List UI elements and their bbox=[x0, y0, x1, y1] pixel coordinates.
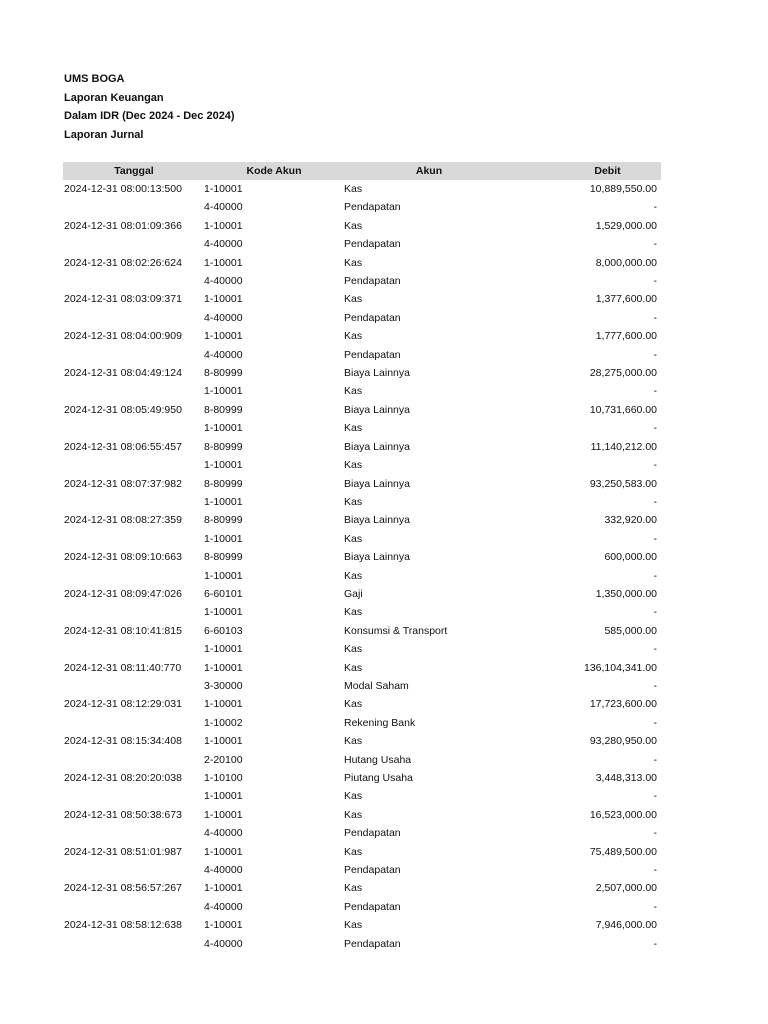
cell-tanggal bbox=[63, 714, 204, 732]
cell-kode-akun: 1-10001 bbox=[204, 882, 243, 895]
cell-debit: 93,280,950.00 bbox=[589, 735, 657, 748]
report-header bbox=[64, 70, 235, 144]
table-row bbox=[63, 787, 661, 805]
cell-akun: Pendapatan bbox=[344, 348, 401, 361]
cell-akun: Kas bbox=[344, 643, 363, 656]
cell-tanggal bbox=[63, 567, 204, 585]
cell-kode-akun: 1-10002 bbox=[204, 716, 243, 729]
table-row bbox=[63, 879, 661, 897]
cell-akun: Pendapatan bbox=[344, 201, 401, 214]
cell-debit: 7,946,000.00 bbox=[595, 919, 657, 932]
cell-kode-akun: 1-10001 bbox=[204, 919, 243, 932]
cell-debit: - bbox=[653, 569, 657, 582]
cell-debit: 585,000.00 bbox=[604, 624, 657, 637]
table-row bbox=[63, 530, 661, 548]
cell-tanggal: 2024-12-31 08:20:20:038 bbox=[64, 772, 182, 784]
journal-body bbox=[63, 180, 661, 953]
table-row bbox=[63, 254, 661, 272]
cell-akun: Kas bbox=[344, 845, 363, 858]
cell-kode-akun: 4-40000 bbox=[204, 937, 243, 950]
cell-debit: - bbox=[653, 716, 657, 729]
cell-debit: - bbox=[653, 900, 657, 913]
cell-kode-akun: 1-10001 bbox=[204, 790, 243, 803]
cell-kode-akun: 1-10001 bbox=[204, 422, 243, 435]
column-header-debit: Debit bbox=[514, 162, 661, 180]
table-row bbox=[63, 346, 661, 364]
cell-kode-akun: 1-10001 bbox=[204, 808, 243, 821]
cell-kode-akun: 1-10001 bbox=[204, 459, 243, 472]
cell-kode-akun: 1-10001 bbox=[204, 735, 243, 748]
cell-tanggal: 2024-12-31 08:02:26:624 bbox=[64, 256, 182, 269]
cell-akun: Hutang Usaha bbox=[344, 753, 412, 766]
table-row bbox=[63, 382, 661, 400]
cell-tanggal bbox=[63, 419, 204, 437]
report-title: Laporan Keuangan bbox=[64, 91, 164, 104]
cell-akun: Kas bbox=[344, 698, 363, 711]
table-row bbox=[63, 806, 661, 824]
cell-kode-akun: 1-10001 bbox=[204, 532, 243, 545]
cell-tanggal: 2024-12-31 08:04:49:124 bbox=[64, 367, 182, 380]
table-row bbox=[63, 198, 661, 216]
table-row bbox=[63, 493, 661, 511]
cell-tanggal bbox=[63, 346, 204, 364]
cell-debit: 28,275,000.00 bbox=[589, 367, 657, 380]
table-row bbox=[63, 272, 661, 290]
table-row bbox=[63, 861, 661, 879]
cell-kode-akun: 2-20100 bbox=[204, 753, 243, 766]
cell-debit: 136,104,341.00 bbox=[584, 661, 657, 674]
table-row bbox=[63, 585, 661, 603]
cell-akun: Kas bbox=[344, 183, 363, 195]
table-row bbox=[63, 622, 661, 640]
table-row bbox=[63, 843, 661, 861]
report-name: Laporan Jurnal bbox=[64, 128, 144, 141]
cell-debit: 11,140,212.00 bbox=[590, 440, 657, 453]
cell-kode-akun: 1-10001 bbox=[204, 569, 243, 582]
cell-kode-akun: 4-40000 bbox=[204, 900, 243, 913]
cell-kode-akun: 8-80999 bbox=[204, 477, 243, 490]
cell-tanggal: 2024-12-31 08:00:13:500 bbox=[64, 183, 182, 195]
cell-debit: - bbox=[653, 275, 657, 288]
cell-tanggal bbox=[63, 309, 204, 327]
cell-debit: 16,523,000.00 bbox=[589, 808, 657, 821]
cell-tanggal: 2024-12-31 08:04:00:909 bbox=[64, 330, 182, 343]
cell-akun: Kas bbox=[344, 882, 363, 895]
cell-kode-akun: 8-80999 bbox=[204, 440, 243, 453]
cell-akun: Biaya Lainnya bbox=[344, 403, 410, 416]
cell-debit: - bbox=[653, 753, 657, 766]
cell-tanggal bbox=[63, 382, 204, 400]
cell-akun: Kas bbox=[344, 422, 363, 435]
cell-tanggal bbox=[63, 677, 204, 695]
column-header-kode-akun: Kode Akun bbox=[204, 162, 344, 180]
table-row bbox=[63, 309, 661, 327]
cell-kode-akun: 8-80999 bbox=[204, 514, 243, 527]
cell-kode-akun: 1-10001 bbox=[204, 385, 243, 398]
cell-kode-akun: 1-10001 bbox=[204, 219, 243, 232]
cell-kode-akun: 1-10001 bbox=[204, 606, 243, 619]
table-row bbox=[63, 695, 661, 713]
cell-kode-akun: 1-10001 bbox=[204, 183, 243, 195]
cell-akun: Kas bbox=[344, 808, 363, 821]
cell-tanggal: 2024-12-31 08:58:12:638 bbox=[64, 919, 182, 932]
cell-tanggal bbox=[63, 456, 204, 474]
cell-debit: - bbox=[653, 238, 657, 251]
cell-debit: - bbox=[653, 201, 657, 214]
column-header-tanggal: Tanggal bbox=[63, 162, 204, 180]
table-row bbox=[63, 677, 661, 695]
cell-tanggal: 2024-12-31 08:09:10:663 bbox=[64, 551, 182, 564]
cell-kode-akun: 8-80999 bbox=[204, 551, 243, 564]
cell-akun: Pendapatan bbox=[344, 275, 401, 288]
cell-kode-akun: 1-10001 bbox=[204, 643, 243, 656]
cell-tanggal: 2024-12-31 08:01:09:366 bbox=[64, 219, 182, 232]
cell-debit: 332,920.00 bbox=[604, 514, 657, 527]
cell-tanggal: 2024-12-31 08:10:41:815 bbox=[64, 624, 182, 637]
table-row bbox=[63, 935, 661, 953]
table-row bbox=[63, 751, 661, 769]
table-row bbox=[63, 235, 661, 253]
cell-tanggal bbox=[63, 935, 204, 953]
cell-akun: Kas bbox=[344, 219, 363, 232]
cell-akun: Gaji bbox=[344, 587, 363, 600]
cell-debit: - bbox=[653, 459, 657, 472]
cell-debit: 1,377,600.00 bbox=[595, 293, 657, 306]
cell-kode-akun: 1-10100 bbox=[204, 772, 243, 784]
cell-akun: Biaya Lainnya bbox=[344, 367, 410, 380]
cell-akun: Konsumsi & Transport bbox=[344, 624, 448, 637]
cell-tanggal bbox=[63, 898, 204, 916]
cell-debit: - bbox=[653, 606, 657, 619]
cell-debit: - bbox=[653, 827, 657, 840]
cell-debit: - bbox=[653, 348, 657, 361]
cell-kode-akun: 4-40000 bbox=[204, 275, 243, 288]
table-row bbox=[63, 456, 661, 474]
cell-tanggal: 2024-12-31 08:07:37:982 bbox=[64, 477, 182, 490]
cell-debit: - bbox=[653, 643, 657, 656]
cell-tanggal: 2024-12-31 08:15:34:408 bbox=[64, 735, 182, 748]
table-header-row bbox=[63, 162, 661, 180]
table-row bbox=[63, 290, 661, 308]
cell-tanggal: 2024-12-31 08:12:29:031 bbox=[64, 698, 182, 711]
company-name: UMS BOGA bbox=[64, 73, 125, 85]
cell-debit: 600,000.00 bbox=[604, 551, 657, 564]
cell-kode-akun: 1-10001 bbox=[204, 661, 243, 674]
cell-kode-akun: 1-10001 bbox=[204, 495, 243, 508]
table-row bbox=[63, 714, 661, 732]
cell-tanggal bbox=[63, 530, 204, 548]
cell-tanggal: 2024-12-31 08:50:38:673 bbox=[64, 808, 182, 821]
cell-akun: Kas bbox=[344, 532, 363, 545]
cell-kode-akun: 6-60103 bbox=[204, 624, 243, 637]
cell-tanggal bbox=[63, 493, 204, 511]
cell-akun: Piutang Usaha bbox=[344, 772, 413, 784]
cell-tanggal: 2024-12-31 08:03:09:371 bbox=[64, 293, 182, 306]
cell-akun: Modal Saham bbox=[344, 679, 409, 692]
journal-table bbox=[63, 162, 661, 953]
cell-debit: 8,000,000.00 bbox=[595, 256, 657, 269]
cell-tanggal: 2024-12-31 08:06:55:457 bbox=[64, 440, 182, 453]
currency-period: Dalam IDR (Dec 2024 - Dec 2024) bbox=[64, 110, 235, 122]
cell-akun: Kas bbox=[344, 330, 363, 343]
cell-akun: Kas bbox=[344, 661, 363, 674]
cell-debit: - bbox=[653, 422, 657, 435]
cell-akun: Pendapatan bbox=[344, 311, 401, 324]
table-row bbox=[63, 732, 661, 750]
cell-debit: 75,489,500.00 bbox=[589, 845, 657, 858]
cell-kode-akun: 8-80999 bbox=[204, 403, 243, 416]
cell-kode-akun: 1-10001 bbox=[204, 698, 243, 711]
cell-kode-akun: 4-40000 bbox=[204, 827, 243, 840]
cell-akun: Kas bbox=[344, 495, 363, 508]
cell-kode-akun: 4-40000 bbox=[204, 348, 243, 361]
cell-tanggal bbox=[63, 751, 204, 769]
cell-akun: Biaya Lainnya bbox=[344, 477, 410, 490]
cell-tanggal bbox=[63, 824, 204, 842]
cell-akun: Biaya Lainnya bbox=[344, 551, 410, 564]
table-row bbox=[63, 438, 661, 456]
cell-debit: - bbox=[653, 495, 657, 508]
cell-akun: Rekening Bank bbox=[344, 716, 416, 729]
cell-kode-akun: 1-10001 bbox=[204, 256, 243, 269]
cell-debit: - bbox=[653, 311, 657, 324]
cell-akun: Pendapatan bbox=[344, 827, 401, 840]
cell-debit: 10,731,660.00 bbox=[589, 403, 657, 416]
cell-kode-akun: 4-40000 bbox=[204, 201, 243, 214]
table-row bbox=[63, 603, 661, 621]
table-row bbox=[63, 769, 661, 787]
cell-kode-akun: 8-80999 bbox=[204, 367, 243, 380]
cell-tanggal: 2024-12-31 08:05:49:950 bbox=[64, 403, 182, 416]
cell-debit: 2,507,000.00 bbox=[595, 882, 657, 895]
cell-debit: - bbox=[653, 864, 657, 877]
cell-tanggal: 2024-12-31 08:09:47:026 bbox=[64, 587, 182, 600]
cell-akun: Biaya Lainnya bbox=[344, 440, 410, 453]
cell-akun: Kas bbox=[344, 385, 363, 398]
cell-akun: Kas bbox=[344, 919, 363, 932]
table-row bbox=[63, 548, 661, 566]
cell-kode-akun: 1-10001 bbox=[204, 330, 243, 343]
cell-debit: - bbox=[653, 385, 657, 398]
table-row bbox=[63, 364, 661, 382]
cell-akun: Kas bbox=[344, 293, 363, 306]
cell-kode-akun: 4-40000 bbox=[204, 238, 243, 251]
table-row bbox=[63, 327, 661, 345]
cell-kode-akun: 4-40000 bbox=[204, 311, 243, 324]
cell-kode-akun: 3-30000 bbox=[204, 679, 243, 692]
cell-tanggal bbox=[63, 640, 204, 658]
cell-kode-akun: 6-60101 bbox=[204, 587, 243, 600]
table-row bbox=[63, 916, 661, 934]
cell-debit: 1,529,000.00 bbox=[595, 219, 657, 232]
table-row bbox=[63, 659, 661, 677]
table-row bbox=[63, 180, 661, 198]
cell-akun: Kas bbox=[344, 735, 363, 748]
cell-debit: 3,448,313.00 bbox=[595, 772, 657, 784]
column-header-akun: Akun bbox=[344, 162, 514, 180]
table-row bbox=[63, 511, 661, 529]
cell-akun: Kas bbox=[344, 256, 363, 269]
cell-akun: Pendapatan bbox=[344, 937, 401, 950]
table-row bbox=[63, 567, 661, 585]
cell-tanggal: 2024-12-31 08:56:57:267 bbox=[64, 882, 182, 895]
table-row bbox=[63, 217, 661, 235]
cell-tanggal bbox=[63, 272, 204, 290]
cell-kode-akun: 1-10001 bbox=[204, 845, 243, 858]
cell-debit: - bbox=[653, 679, 657, 692]
cell-debit: - bbox=[653, 790, 657, 803]
cell-debit: 1,350,000.00 bbox=[595, 587, 657, 600]
cell-tanggal bbox=[63, 198, 204, 216]
cell-debit: 10,889,550.00 bbox=[589, 183, 657, 195]
cell-kode-akun: 4-40000 bbox=[204, 864, 243, 877]
cell-tanggal: 2024-12-31 08:08:27:359 bbox=[64, 514, 182, 527]
cell-tanggal bbox=[63, 861, 204, 879]
cell-akun: Kas bbox=[344, 606, 363, 619]
table-row bbox=[63, 401, 661, 419]
cell-akun: Biaya Lainnya bbox=[344, 514, 410, 527]
table-row bbox=[63, 640, 661, 658]
table-row bbox=[63, 475, 661, 493]
cell-akun: Kas bbox=[344, 459, 363, 472]
table-row bbox=[63, 419, 661, 437]
cell-kode-akun: 1-10001 bbox=[204, 293, 243, 306]
cell-debit: - bbox=[653, 532, 657, 545]
cell-tanggal: 2024-12-31 08:11:40:770 bbox=[64, 661, 182, 674]
cell-debit: 93,250,583.00 bbox=[589, 477, 657, 490]
table-row bbox=[63, 898, 661, 916]
cell-akun: Pendapatan bbox=[344, 238, 401, 251]
cell-akun: Kas bbox=[344, 569, 363, 582]
cell-debit: - bbox=[653, 937, 657, 950]
cell-tanggal bbox=[63, 235, 204, 253]
cell-tanggal: 2024-12-31 08:51:01:987 bbox=[64, 845, 182, 858]
table-row bbox=[63, 824, 661, 842]
cell-tanggal bbox=[63, 603, 204, 621]
cell-akun: Pendapatan bbox=[344, 864, 401, 877]
cell-tanggal bbox=[63, 787, 204, 805]
cell-debit: 1,777,600.00 bbox=[595, 330, 657, 343]
cell-debit: 17,723,600.00 bbox=[589, 698, 657, 711]
cell-akun: Kas bbox=[344, 790, 363, 803]
cell-akun: Pendapatan bbox=[344, 900, 401, 913]
